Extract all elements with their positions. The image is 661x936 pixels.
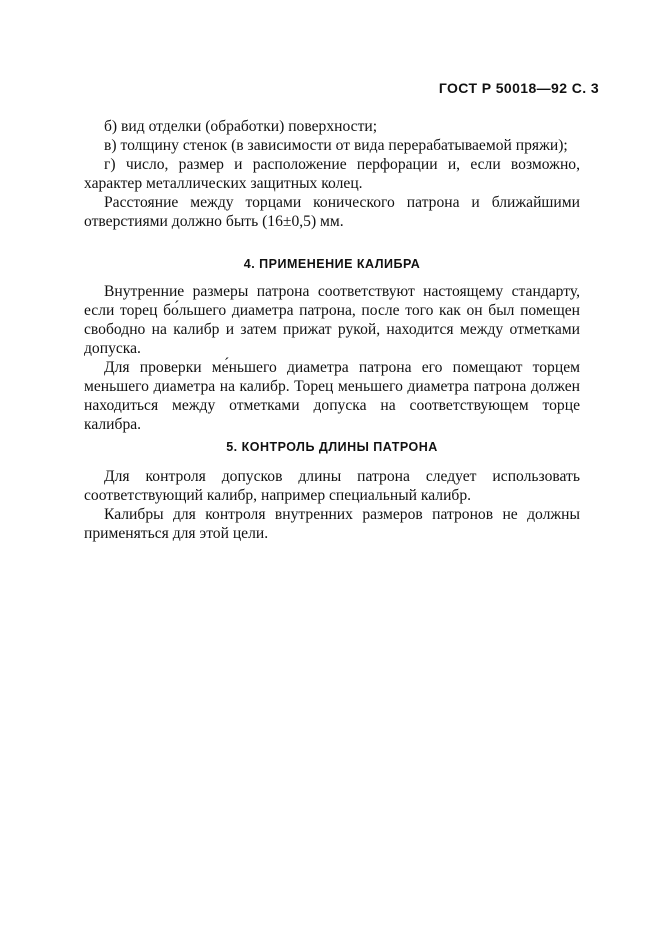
paragraph-smaller-diameter-check: Для проверки ме́ньшего диаметра патрона его помещают торцем меньшего диаметра на калибр. Торец меньшего диаметра патрона должен находиться между отметками допуска на соответствующем торце калибра. [84,359,580,433]
section-heading-4: 4. ПРИМЕНЕНИЕ КАЛИБРА [243,257,421,271]
section-5-body [84,467,580,543]
list-item-perforation: г) число, размер и расположение перфорации и, если возможно, характер металлических защитных колец. [84,156,580,192]
list-item-wall-thickness: в) толщину стенок (в зависимости от вида перерабатываемой пряжи); [104,137,568,154]
paragraph-gauge-restriction: Калибры для контроля внутренних размеров патронов не должны применяться для этой цели. [84,506,580,542]
continuation-block [84,117,580,231]
running-header: ГОСТ Р 50018—92 С. 3 [438,80,599,96]
list-item-finish: б) вид отделки (обработки) поверхности; [104,118,378,135]
paragraph-hole-distance: Расстояние между торцами конического патрона и ближайшими отверстиями должно быть (16±0,5) мм. [84,194,580,230]
paragraph-internal-dimensions: Внутренние размеры патрона соответствуют настоящему стандарту, если торец бо́льшего диаметра патрона, после того как он был помещен свободно на калибр и затем прижат рукой, находится между отметками допуска. [84,283,580,357]
paragraph-length-gauge: Для контроля допусков длины патрона следует использовать соответствующий калибр, например специальный калибр. [84,468,580,504]
section-heading-5: 5. КОНТРОЛЬ ДЛИНЫ ПАТРОНА [226,440,438,454]
section-4-body [84,282,580,434]
